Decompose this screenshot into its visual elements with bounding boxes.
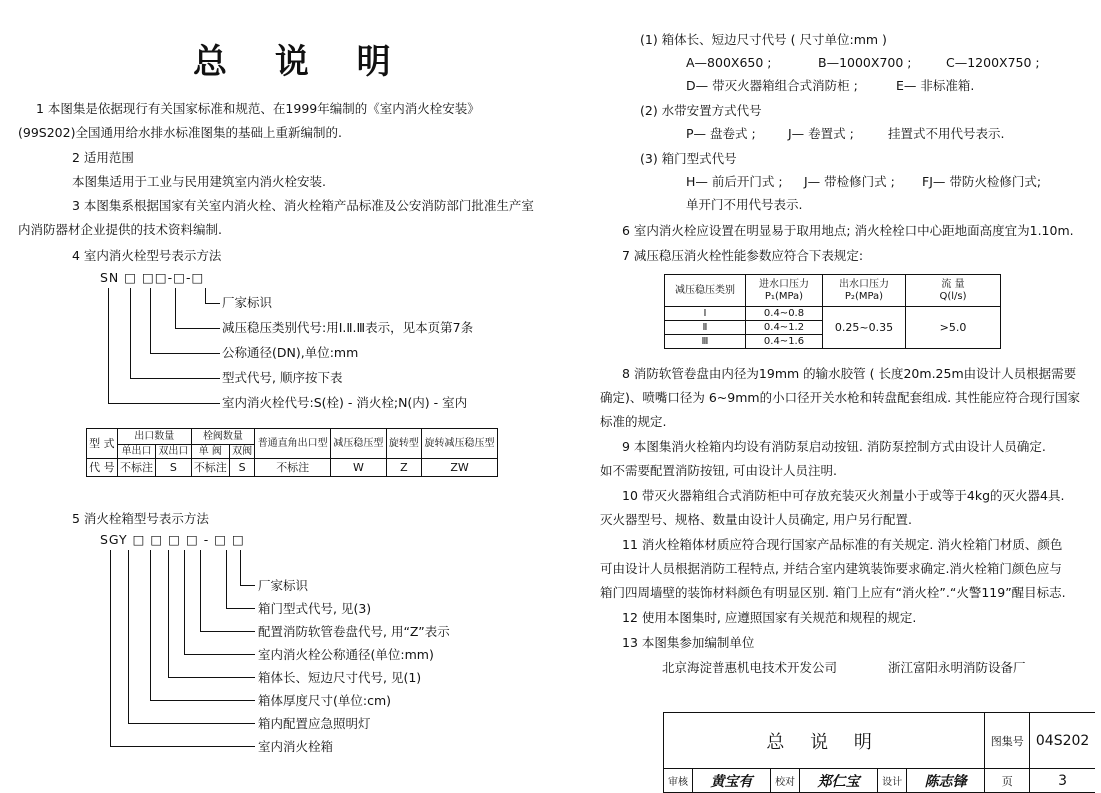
td-outlet: 0.25~0.35 [823, 307, 906, 349]
table-row [87, 459, 498, 477]
clause-3-line-2: 内消防器材企业提供的技术资料编制. [18, 222, 222, 237]
review-label: 审核 [664, 769, 693, 793]
th-flow-label: 流 量 [941, 278, 965, 290]
sub-2-b: J— 卷置式 ; [788, 126, 854, 141]
th-rotary-pressure: 旋转减压稳压型 [422, 429, 498, 459]
td-class: Ⅱ [665, 321, 746, 335]
sgy-label-diameter: 室内消火栓公称通径(单位:mm) [258, 647, 434, 662]
org-zhejiang: 浙江富阳永明消防设备厂 [888, 660, 1026, 675]
clause-8-line-1: 8 消防软管卷盘由内径为19mm 的输水胶管 ( 长度20m.25m由设计人员根据需要 [622, 366, 1077, 381]
atlas-no-label: 图集号 [985, 713, 1030, 769]
clause-9-line-1: 9 本图集消火栓箱内均设有消防泵启动按钮. 消防泵控制方式由设计人员确定. [622, 439, 1046, 454]
th-double-valve: 双阀 [230, 445, 255, 459]
th-pressure-class: 减压稳压类别 [665, 275, 746, 307]
th-single-outlet: 单出口 [117, 445, 155, 459]
design-label: 设计 [878, 769, 907, 793]
th-single-valve: 单 阀 [191, 445, 229, 459]
title-block [663, 712, 1095, 793]
sgy-code: SGY □ □ □ □ - □ □ [100, 532, 245, 547]
sub-1-e: E— 非标准箱. [896, 78, 975, 93]
th-double-outlet: 双出口 [156, 445, 191, 459]
sub-1-a: A—800X650 ; [686, 55, 772, 70]
clause-2-heading: 2 适用范围 [72, 150, 134, 165]
atlas-no: 04S202 [1030, 713, 1095, 769]
clause-12: 12 使用本图集时, 应遵照国家有关规范和规程的规定. [622, 610, 917, 625]
sub-2-a: P— 盘卷式 ; [686, 126, 756, 141]
sgy-label-thickness: 箱体厚度尺寸(单位:cm) [258, 693, 392, 708]
td-inlet: 0.4~0.8 [746, 307, 823, 321]
sgy-label-size-code: 箱体长、短边尺寸代号, 见(1) [258, 670, 422, 685]
clause-13: 13 本图集参加编制单位 [622, 635, 755, 650]
sgy-label-cabinet: 室内消火栓箱 [258, 739, 334, 754]
sgy-label-door-type: 箱门型式代号, 见(3) [258, 601, 372, 616]
sub-2-c: 挂置式不用代号表示. [888, 126, 1005, 141]
td-code: W [331, 459, 387, 477]
td-code: S [230, 459, 255, 477]
clause-2-text: 本图集适用于工业与民用建筑室内消火栓安装. [72, 174, 326, 189]
clause-7: 7 减压稳压消火栓性能参数应符合下表规定: [622, 248, 864, 263]
sgy-label-manufacturer: 厂家标识 [258, 578, 309, 593]
th-outlet-unit: P₂(MPa) [844, 290, 884, 302]
clause-3-line-1: 3 本图集系根据国家有关室内消火栓、消火栓箱产品标准及公安消防部门批准生产室 [72, 198, 534, 213]
clause-11-line-1: 11 消火栓箱体材质应符合现行国家产品标准的有关规定. 消火栓箱门材质、颜色 [622, 537, 1063, 552]
sub-2: (2) 水带安置方式代号 [640, 103, 762, 118]
th-type: 型 式 [87, 429, 118, 459]
page-title: 总 说 明 [193, 42, 409, 82]
page-label: 页 [985, 769, 1030, 793]
sn-label-type-code: 型式代号, 顺序按下表 [222, 370, 343, 385]
sub-3-d: 单开门不用代号表示. [686, 197, 803, 212]
td-inlet: 0.4~1.2 [746, 321, 823, 335]
type-code-table [86, 428, 498, 477]
sn-label-manufacturer: 厂家标识 [222, 295, 273, 310]
clause-11-line-2: 可由设计人员根据消防工程特点, 并结合室内建筑装饰要求确定.消火栓箱门颜色应与 [600, 561, 1062, 576]
check-label: 校对 [771, 769, 800, 793]
td-class: Ⅲ [665, 335, 746, 349]
sub-1: (1) 箱体长、短边尺寸代号 ( 尺寸单位:mm ) [640, 32, 887, 47]
table-row [665, 307, 1001, 321]
clause-8-line-3: 标准的规定. [600, 414, 667, 429]
org-beijing: 北京海淀普惠机电技术开发公司 [662, 660, 838, 675]
clause-11-line-3: 箱门四周墙壁的装饰材料颜色有明显区别. 箱门上应有“消火栓”.“火警119”醒目标志. [600, 585, 1066, 600]
th-inlet-label: 进水口压力 [759, 278, 809, 290]
th-outlet-label: 出水口压力 [839, 278, 889, 290]
sub-1-b: B—1000X700 ; [818, 55, 912, 70]
td-code: 不标注 [191, 459, 229, 477]
th-rotary: 旋转型 [386, 429, 421, 459]
sn-code: SN □ □□-□-□ [100, 270, 205, 285]
sgy-label-hose-reel: 配置消防软管卷盘代号, 用“Z”表示 [258, 624, 450, 639]
title-block-name: 总 说 明 [664, 713, 985, 769]
clause-6: 6 室内消火栓应设置在明显易于取用地点; 消火栓栓口中心距地面高度宜为1.10m. [622, 223, 1074, 238]
th-inlet-unit: P₁(MPa) [764, 290, 804, 302]
clause-5-heading: 5 消火栓箱型号表示方法 [72, 511, 209, 526]
design-signature: 陈志锋 [907, 769, 985, 793]
sub-1-d: D— 带灭火器箱组合式消防柜 ; [686, 78, 858, 93]
sub-3-a: H— 前后开门式 ; [686, 174, 783, 189]
review-signature: 黄宝有 [693, 769, 771, 793]
th-flow [906, 275, 1001, 307]
td-inlet: 0.4~1.6 [746, 335, 823, 349]
sub-1-c: C—1200X750 ; [946, 55, 1040, 70]
td-code-label: 代 号 [87, 459, 118, 477]
clause-8-line-2: 确定)、喷嘴口径为 6~9mm的小口径开关水枪和转盘配套组成. 其性能应符合现行国家 [600, 390, 1081, 405]
th-valve-count: 栓阀数量 [191, 429, 255, 445]
td-code: 不标注 [117, 459, 155, 477]
td-code: 不标注 [255, 459, 331, 477]
sub-3-b: J— 带检修门式 ; [804, 174, 895, 189]
page-number: 3 [1030, 769, 1095, 793]
sub-3: (3) 箱门型式代号 [640, 151, 737, 166]
clause-9-line-2: 如不需要配置消防按钮, 可由设计人员注明. [600, 463, 837, 478]
td-code: S [156, 459, 191, 477]
th-outlet-pressure [823, 275, 906, 307]
pressure-param-table [664, 274, 1001, 349]
sn-label-nominal-diameter: 公称通径(DN),单位:mm [222, 345, 359, 360]
th-outlet-count: 出口数量 [117, 429, 191, 445]
clause-4-heading: 4 室内消火栓型号表示方法 [72, 248, 222, 263]
th-pressure: 减压稳压型 [331, 429, 387, 459]
th-flow-unit: Q(l/s) [939, 290, 967, 302]
th-inlet-pressure [746, 275, 823, 307]
clause-10-line-1: 10 带灭火器箱组合式消防柜中可存放充装灭火剂量小于或等于4kg的灭火器4具. [622, 488, 1065, 503]
sgy-label-emergency-light: 箱内配置应急照明灯 [258, 716, 371, 731]
sub-3-c: FJ— 带防火检修门式; [922, 174, 1042, 189]
clause-1-line-1: 1 本图集是依据现行有关国家标准和规范、在1999年编制的《室内消火栓安装》 [36, 101, 480, 116]
td-class: Ⅰ [665, 307, 746, 321]
sn-label-pressure-class: 减压稳压类别代号:用Ⅰ.Ⅱ.Ⅲ表示，见本页第7条 [222, 320, 474, 335]
sn-label-hydrant-code: 室内消火栓代号:S(栓) - 消火栓;N(内) - 室内 [222, 395, 468, 410]
td-code: ZW [422, 459, 498, 477]
check-signature: 郑仁宝 [800, 769, 878, 793]
td-code: Z [386, 459, 421, 477]
clause-1-line-2: (99S202)全国通用给水排水标准图集的基础上重新编制的. [18, 125, 342, 140]
clause-10-line-2: 灭火器型号、规格、数量由设计人员确定, 用户另行配置. [600, 512, 912, 527]
td-flow: >5.0 [906, 307, 1001, 349]
th-normal: 普通直角出口型 [255, 429, 331, 459]
